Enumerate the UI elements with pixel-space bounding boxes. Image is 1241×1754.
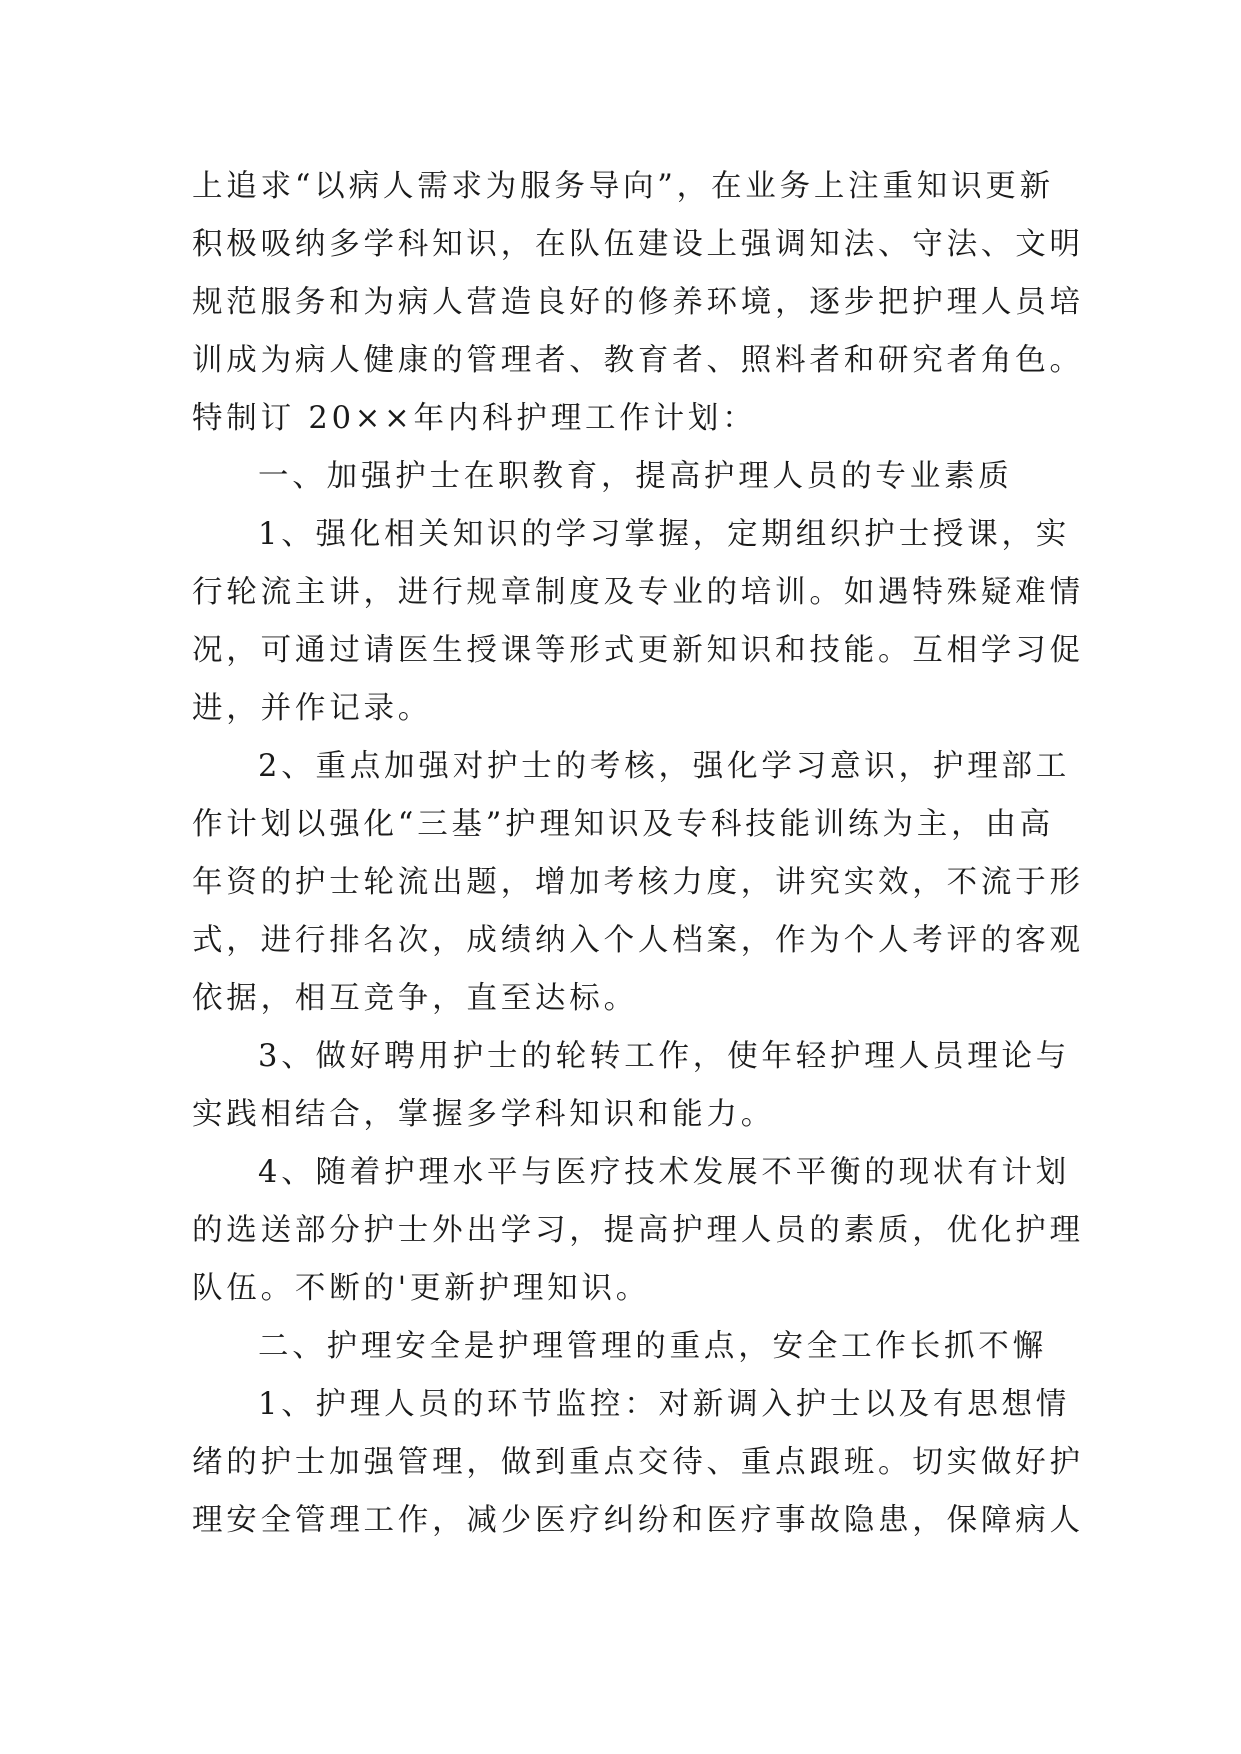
document-body <box>192 158 1092 1550</box>
text-line-3: 规范服务和为病人营造良好的修养环境，逐步把护理人员培 <box>192 285 1084 320</box>
text-line-1: 上追求“以病人需求为服务导向”，在业务上注重知识更新 <box>192 169 1054 204</box>
text-line-10: 进，并作记录。 <box>192 691 433 726</box>
text-line-17: 实践相结合，掌握多学科知识和能力。 <box>192 1097 776 1132</box>
text-line-16: 3、做好聘用护士的轮转工作，使年轻护理人员理论与 <box>258 1039 1071 1074</box>
section-heading-2: 二、护理安全是护理管理的重点，安全工作长抓不懈 <box>258 1329 1047 1364</box>
text-line-8: 行轮流主讲，进行规章制度及专业的培训。如遇特殊疑难情 <box>192 575 1084 610</box>
text-line-9: 况，可通过请医生授课等形式更新知识和技能。互相学习促 <box>192 633 1084 668</box>
text-line-23: 绪的护士加强管理，做到重点交待、重点跟班。切实做好护 <box>192 1445 1084 1480</box>
text-line-14: 式，进行排名次，成绩纳入个人档案，作为个人考评的客观 <box>192 923 1084 958</box>
text-line-19: 的选送部分护士外出学习，提高护理人员的素质，优化护理 <box>192 1213 1084 1248</box>
text-line-22: 1、护理人员的环节监控：对新调入护士以及有思想情 <box>258 1387 1071 1422</box>
text-line-15: 依据，相互竞争，直至达标。 <box>192 981 638 1016</box>
text-line-7: 1、强化相关知识的学习掌握，定期组织护士授课，实 <box>258 517 1071 552</box>
text-line-11: 2、重点加强对护士的考核，强化学习意识，护理部工 <box>258 749 1071 784</box>
text-line-4: 训成为病人健康的管理者、教育者、照料者和研究者角色。 <box>192 343 1084 378</box>
text-line-24: 理安全管理工作，减少医疗纠纷和医疗事故隐患，保障病人 <box>192 1503 1084 1538</box>
text-line-20: 队伍。不断的'更新护理知识。 <box>192 1271 651 1306</box>
text-line-5: 特制订 20××年内科护理工作计划： <box>192 401 757 436</box>
text-line-13: 年资的护士轮流出题，增加考核力度，讲究实效，不流于形 <box>192 865 1084 900</box>
section-heading-1: 一、加强护士在职教育，提高护理人员的专业素质 <box>258 459 1013 494</box>
text-line-18: 4、随着护理水平与医疗技术发展不平衡的现状有计划 <box>258 1155 1071 1190</box>
text-line-12: 作计划以强化“三基”护理知识及专科技能训练为主，由高 <box>192 807 1054 842</box>
text-line-2: 积极吸纳多学科知识，在队伍建设上强调知法、守法、文明 <box>192 227 1084 262</box>
